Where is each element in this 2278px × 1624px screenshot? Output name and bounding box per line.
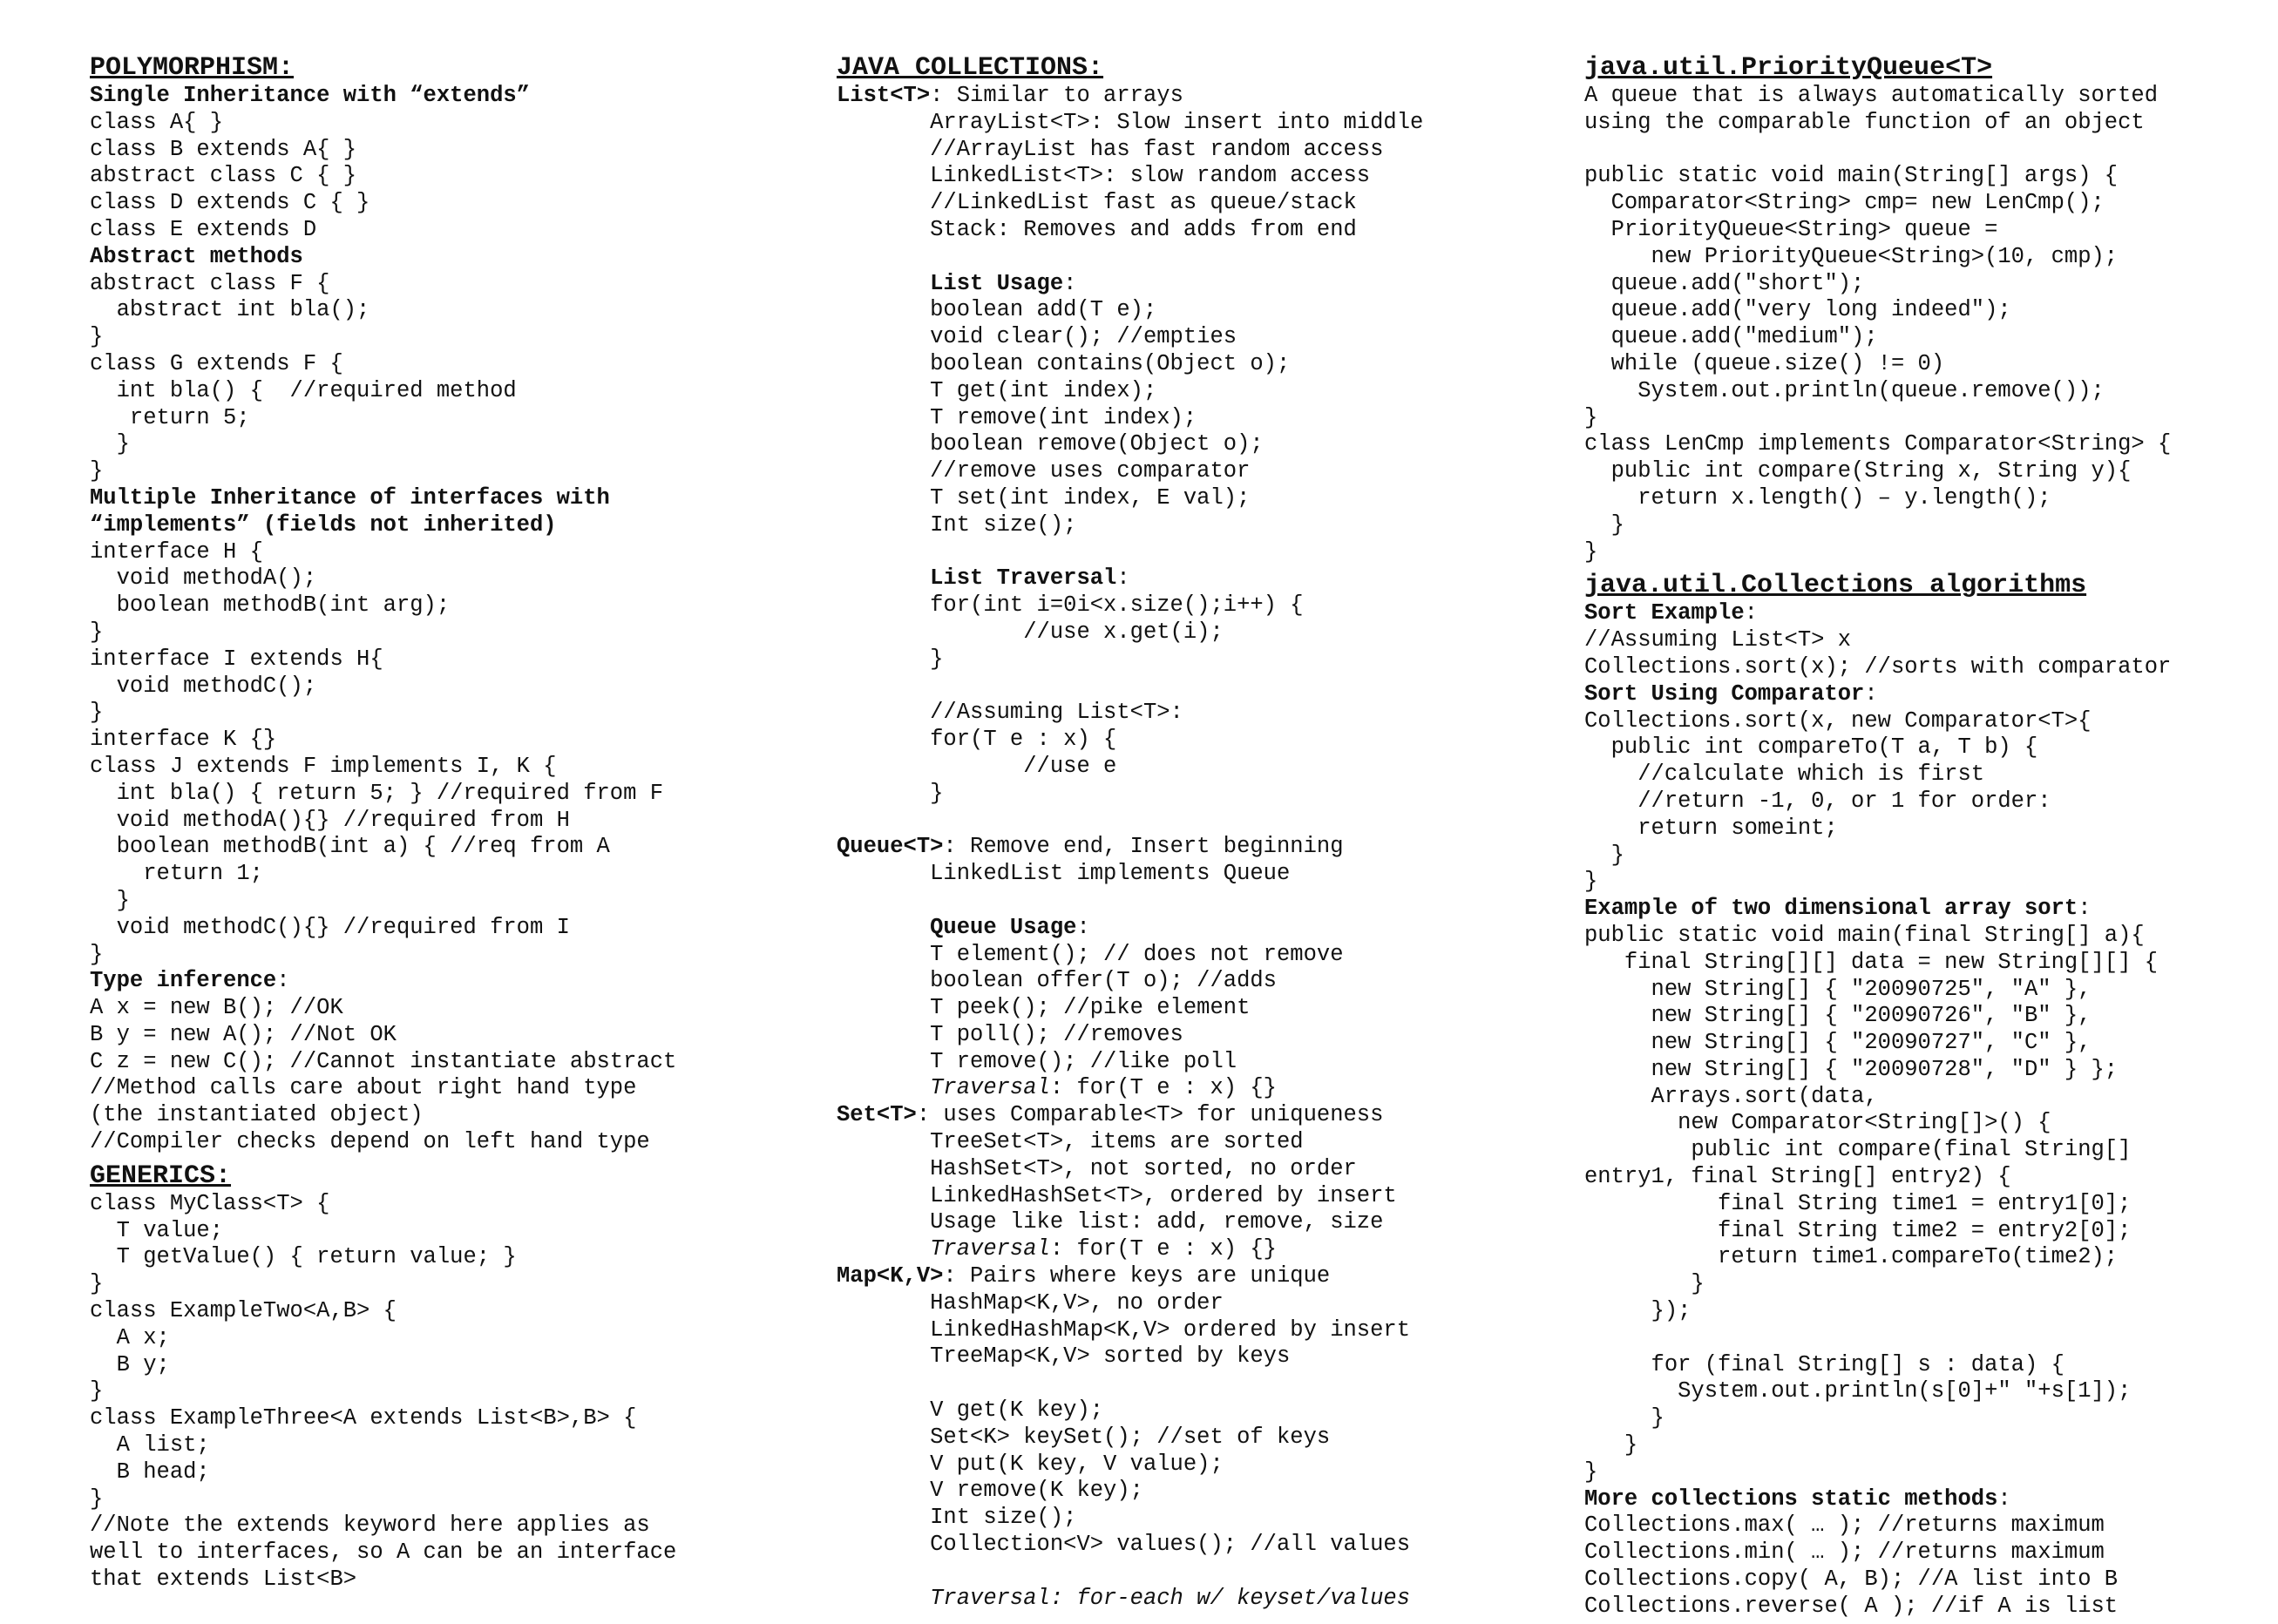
text-line: using the comparable function of an object [1584, 109, 2145, 135]
text-line: int bla() { //required method [90, 377, 517, 403]
section-heading: POLYMORPHISM: [90, 53, 295, 83]
line-text: : [1063, 270, 1077, 296]
text-line: void methodA(){} //required from H [90, 807, 570, 833]
text-line: V get(K key); [837, 1397, 1104, 1424]
blank-line [1584, 1325, 2273, 1352]
text-line: class ExampleTwo<A,B> { [90, 1298, 397, 1324]
text-line: class E extends D [90, 216, 317, 242]
text-line: ArrayList<T>: Slow insert into middle [837, 109, 1424, 135]
text-line: LinkedHashMap<K,V> ordered by insert [837, 1316, 1411, 1343]
text-line: //use x.get(i); [837, 619, 1224, 645]
text-line: } [837, 646, 944, 672]
text-line: public int compareTo(T a, T b) { [1584, 734, 2038, 761]
text-line: } [1584, 1405, 1664, 1431]
text-line: entry1, final String[] entry2) { [1584, 1164, 2011, 1190]
text-line: Single Inheritance with “extends” [90, 83, 530, 108]
text-line: return time1.compareTo(time2); [1584, 1244, 2119, 1270]
line-text: : [1864, 680, 1878, 707]
blank-line [837, 1559, 1586, 1586]
text-line: T remove(int index); [837, 404, 1197, 430]
text-line: A x; [90, 1324, 170, 1350]
line-label: Sort Using Comparator [1584, 680, 1865, 707]
line-label: List Usage [837, 270, 1064, 296]
text-line [837, 271, 1586, 298]
text-line: LinkedList<T>: slow random access [837, 163, 1371, 189]
line-text: : for(T e : x) {} [1049, 1236, 1277, 1262]
text-line: //LinkedList fast as queue/stack [837, 190, 1357, 216]
text-line: Collections.sort(x, new Comparator<T>{ [1584, 707, 2092, 734]
line-text: : Similar to arrays [930, 83, 1183, 108]
section-heading: java.util.PriorityQueue<T> [1584, 53, 1993, 83]
line-label: Sort Example [1584, 600, 1745, 626]
line-text: : Remove end, Insert beginning [943, 834, 1344, 860]
text-line: //return -1, 0, or 1 for order: [1584, 788, 2051, 814]
text-line [837, 1102, 1586, 1129]
text-line: } [90, 1271, 104, 1297]
line-label: Map<K,V> [837, 1263, 944, 1289]
text-line: System.out.println(s[0]+" "+s[1]); [1584, 1378, 2132, 1404]
text-line: Int size(); [837, 511, 1077, 538]
text-line: LinkedList implements Queue [837, 861, 1291, 887]
text-line: Collections.min( … ); //returns maximum [1584, 1539, 2105, 1566]
text-line: //remove uses comparator [837, 458, 1251, 484]
text-line: } [90, 431, 130, 457]
text-line: class MyClass<T> { [90, 1190, 330, 1216]
text-line: HashSet<T>, not sorted, no order [837, 1155, 1357, 1181]
line-label: Set<T> [837, 1102, 917, 1128]
text-line: well to interfaces, so A can be an interface [90, 1539, 677, 1566]
line-label: Traversal [837, 1075, 1050, 1101]
text-line: } [90, 700, 104, 726]
text-line: } [1584, 842, 1624, 868]
text-line: A list; [90, 1432, 210, 1458]
text-line: Set<K> keySet(); //set of keys [837, 1424, 1331, 1450]
text-line: class G extends F { [90, 350, 343, 376]
text-line: T remove(); //like poll [837, 1048, 1237, 1074]
text-line: interface I extends H{ [90, 646, 383, 672]
text-line: B y = new A(); //Not OK [90, 1021, 397, 1047]
section-heading: JAVA COLLECTIONS: [837, 53, 1104, 83]
line-text: : [1076, 914, 1090, 940]
line-text: : [276, 968, 290, 994]
text-line: public static void main(final String[] a){ [1584, 922, 2145, 948]
text-line: //Assuming List<T> x [1584, 627, 1852, 653]
text-line: class B extends A{ } [90, 136, 357, 162]
text-line: final String time1 = entry1[0]; [1584, 1190, 2132, 1216]
text-line [1584, 896, 2273, 923]
text-line: Collections.sort(x); //sorts with comparator [1584, 653, 2172, 680]
text-line: } [90, 941, 104, 967]
line-text: : [1116, 565, 1130, 592]
text-line: Usage like list: add, remove, size [837, 1209, 1384, 1235]
line-label: List<T> [837, 83, 931, 108]
text-line: //Note the extends keyword here applies as [90, 1512, 650, 1539]
text-line: class J extends F implements I, K { [90, 753, 557, 779]
text-line: Traversal: for-each w/ keyset/values [837, 1585, 1411, 1611]
text-line: public int compare(final String[] [1584, 1137, 2132, 1163]
text-line: //Compiler checks depend on left hand type [90, 1129, 650, 1155]
text-line: Abstract methods [90, 243, 303, 269]
line-label: Traversal [837, 1236, 1050, 1262]
text-line: final String time2 = entry2[0]; [1584, 1217, 2132, 1243]
text-line: new String[] { "20090728", "D" } }; [1584, 1056, 2119, 1082]
text-line: for (final String[] s : data) { [1584, 1351, 2064, 1377]
text-line: } [90, 619, 104, 645]
text-line: } [837, 780, 944, 806]
text-line: Comparator<String> cmp= new LenCmp(); [1584, 190, 2105, 216]
text-line: class A{ } [90, 109, 224, 135]
text-line: T value; [90, 1217, 224, 1243]
text-line: Collections.max( … ); //returns maximum [1584, 1512, 2105, 1539]
text-line: System.out.println(queue.remove()); [1584, 377, 2105, 403]
text-line: T poll(); //removes [837, 1021, 1183, 1047]
text-line: TreeMap<K,V> sorted by keys [837, 1343, 1291, 1370]
line-label: Type inference [90, 968, 277, 994]
text-line: class LenCmp implements Comparator<String> { [1584, 431, 2172, 457]
text-line: abstract int bla(); [90, 297, 370, 323]
text-line: } [1584, 869, 1598, 895]
line-text: : [1997, 1485, 2011, 1512]
text-line [837, 915, 1586, 942]
text-line: boolean add(T e); [837, 297, 1157, 323]
text-line [1584, 1486, 2273, 1513]
section-heading: java.util.Collections algorithms [1584, 571, 2087, 601]
text-line: T getValue() { return value; } [90, 1244, 517, 1270]
text-line: void methodA(); [90, 565, 317, 592]
text-line: boolean methodB(int arg); [90, 592, 451, 619]
text-line: } [1584, 404, 1598, 430]
text-line: int bla() { return 5; } //required from F [90, 780, 664, 806]
text-line: HashMap<K,V>, no order [837, 1289, 1224, 1316]
text-line: “implements” (fields not inherited) [90, 511, 557, 538]
text-line [90, 968, 804, 995]
text-line: for(int i=0i<x.size();i++) { [837, 592, 1304, 619]
text-line [837, 1236, 1586, 1263]
text-line [1584, 681, 2273, 708]
text-line: return 5; [90, 404, 250, 430]
text-line: public int compare(String x, String y){ [1584, 458, 2132, 484]
text-line: //Method calls care about right hand type [90, 1075, 637, 1101]
blank-line [1584, 137, 2273, 164]
text-line: A x = new B(); //OK [90, 995, 343, 1021]
text-line [837, 1263, 1586, 1290]
text-line: //Assuming List<T>: [837, 700, 1183, 726]
text-line: for(T e : x) { [837, 727, 1117, 753]
text-line [837, 1075, 1586, 1102]
text-line: //use e [837, 753, 1117, 779]
text-line: void methodC(){} //required from I [90, 914, 570, 940]
text-line: V put(K key, V value); [837, 1451, 1224, 1477]
text-line: TreeSet<T>, items are sorted [837, 1129, 1304, 1155]
text-line: PriorityQueue<String> queue = [1584, 216, 1998, 242]
text-line: } [90, 458, 104, 484]
text-line: boolean methodB(int a) { //req from A [90, 834, 610, 860]
text-line: return x.length() – y.length(); [1584, 484, 2051, 511]
text-line [1584, 600, 2273, 627]
text-line: A queue that is always automatically sorted [1584, 83, 2159, 108]
line-label: Queue Usage [837, 914, 1077, 940]
text-line: abstract class C { } [90, 163, 357, 189]
text-line: T get(int index); [837, 377, 1157, 403]
text-line: LinkedHashSet<T>, ordered by insert [837, 1182, 1397, 1208]
line-text: : Pairs where keys are unique [943, 1263, 1331, 1289]
text-line: Collections.copy( A, B); //A list into B [1584, 1566, 2119, 1593]
text-line: class ExampleThree<A extends List<B>,B> { [90, 1405, 637, 1431]
text-line: new String[] { "20090727", "C" }, [1584, 1030, 2092, 1056]
text-line: void clear(); //empties [837, 324, 1237, 350]
text-line: new String[] { "20090726", "B" }, [1584, 1003, 2092, 1029]
line-label: List Traversal [837, 565, 1117, 592]
text-line [837, 834, 1586, 861]
line-text: : [2078, 896, 2092, 922]
text-line: void methodC(); [90, 673, 317, 699]
text-line: Multiple Inheritance of interfaces with [90, 484, 610, 511]
text-line: //calculate which is first [1584, 761, 1985, 788]
text-line: } [90, 1378, 104, 1404]
text-line: that extends List<B> [90, 1566, 357, 1593]
text-line: queue.add("short"); [1584, 270, 1865, 296]
text-line: }); [1584, 1298, 1692, 1324]
section-heading: GENERICS: [90, 1160, 232, 1191]
text-line: abstract class F { [90, 270, 330, 296]
text-line: Arrays.sort(data, [1584, 1083, 1878, 1109]
column-priorityqueue-algorithms [1584, 48, 2273, 1621]
text-line [837, 83, 1586, 110]
blank-line [837, 539, 1586, 566]
text-line: while (queue.size() != 0) [1584, 350, 1945, 376]
text-line: Stack: Removes and adds from end [837, 216, 1357, 242]
text-line: } [1584, 1432, 1638, 1458]
text-line: T peek(); //pike element [837, 995, 1251, 1021]
text-line: B y; [90, 1351, 170, 1377]
text-line: //ArrayList has fast random access [837, 136, 1384, 162]
line-text: : for(T e : x) {} [1049, 1075, 1277, 1101]
text-line: boolean offer(T o); //adds [837, 968, 1277, 994]
text-line: new Comparator<String[]>() { [1584, 1110, 2051, 1136]
text-line: Int size(); [837, 1505, 1077, 1531]
text-line: return someint; [1584, 815, 1838, 841]
text-line: } [1584, 511, 1624, 538]
column-polymorphism-generics [90, 48, 804, 1594]
line-label: More collections static methods [1584, 1485, 1998, 1512]
blank-line [837, 888, 1586, 915]
column-java-collections [837, 48, 1586, 1612]
blank-line [837, 808, 1586, 835]
text-line [837, 565, 1586, 592]
text-line: interface K {} [90, 727, 277, 753]
line-label: Queue<T> [837, 834, 944, 860]
text-line: C z = new C(); //Cannot instantiate abstract [90, 1048, 677, 1074]
text-line: final String[][] data = new String[][] { [1584, 949, 2159, 975]
text-line: queue.add("very long indeed"); [1584, 297, 2011, 323]
blank-line [837, 1370, 1586, 1397]
text-line: T set(int index, E val); [837, 484, 1251, 511]
text-line: Collection<V> values(); //all values [837, 1532, 1411, 1558]
text-line: new String[] { "20090725", "A" }, [1584, 976, 2092, 1002]
line-text: : uses Comparable<T> for uniqueness [916, 1102, 1384, 1128]
text-line: } [90, 887, 130, 913]
text-line: } [90, 1485, 104, 1512]
line-label: Example of two dimensional array sort [1584, 896, 2078, 922]
text-line: (the instantiated object) [90, 1102, 424, 1128]
text-line: boolean remove(Object o); [837, 431, 1264, 457]
blank-line [837, 244, 1586, 271]
text-line: public static void main(String[] args) { [1584, 163, 2119, 189]
text-line: class D extends C { } [90, 190, 370, 216]
text-line: boolean contains(Object o); [837, 350, 1291, 376]
text-line: new PriorityQueue<String>(10, cmp); [1584, 243, 2119, 269]
text-line: Collections.reverse( A ); //if A is list [1584, 1593, 2119, 1619]
line-text: : [1744, 600, 1758, 626]
text-line: } [1584, 1458, 1598, 1485]
blank-line [837, 673, 1586, 700]
text-line: return 1; [90, 861, 263, 887]
text-line: B head; [90, 1458, 210, 1485]
text-line: T element(); // does not remove [837, 941, 1344, 967]
text-line: interface H { [90, 538, 263, 565]
text-line: queue.add("medium"); [1584, 324, 1878, 350]
text-line: V remove(K key); [837, 1478, 1143, 1504]
text-line: } [90, 324, 104, 350]
text-line: } [1584, 1271, 1705, 1297]
text-line: } [1584, 538, 1598, 565]
